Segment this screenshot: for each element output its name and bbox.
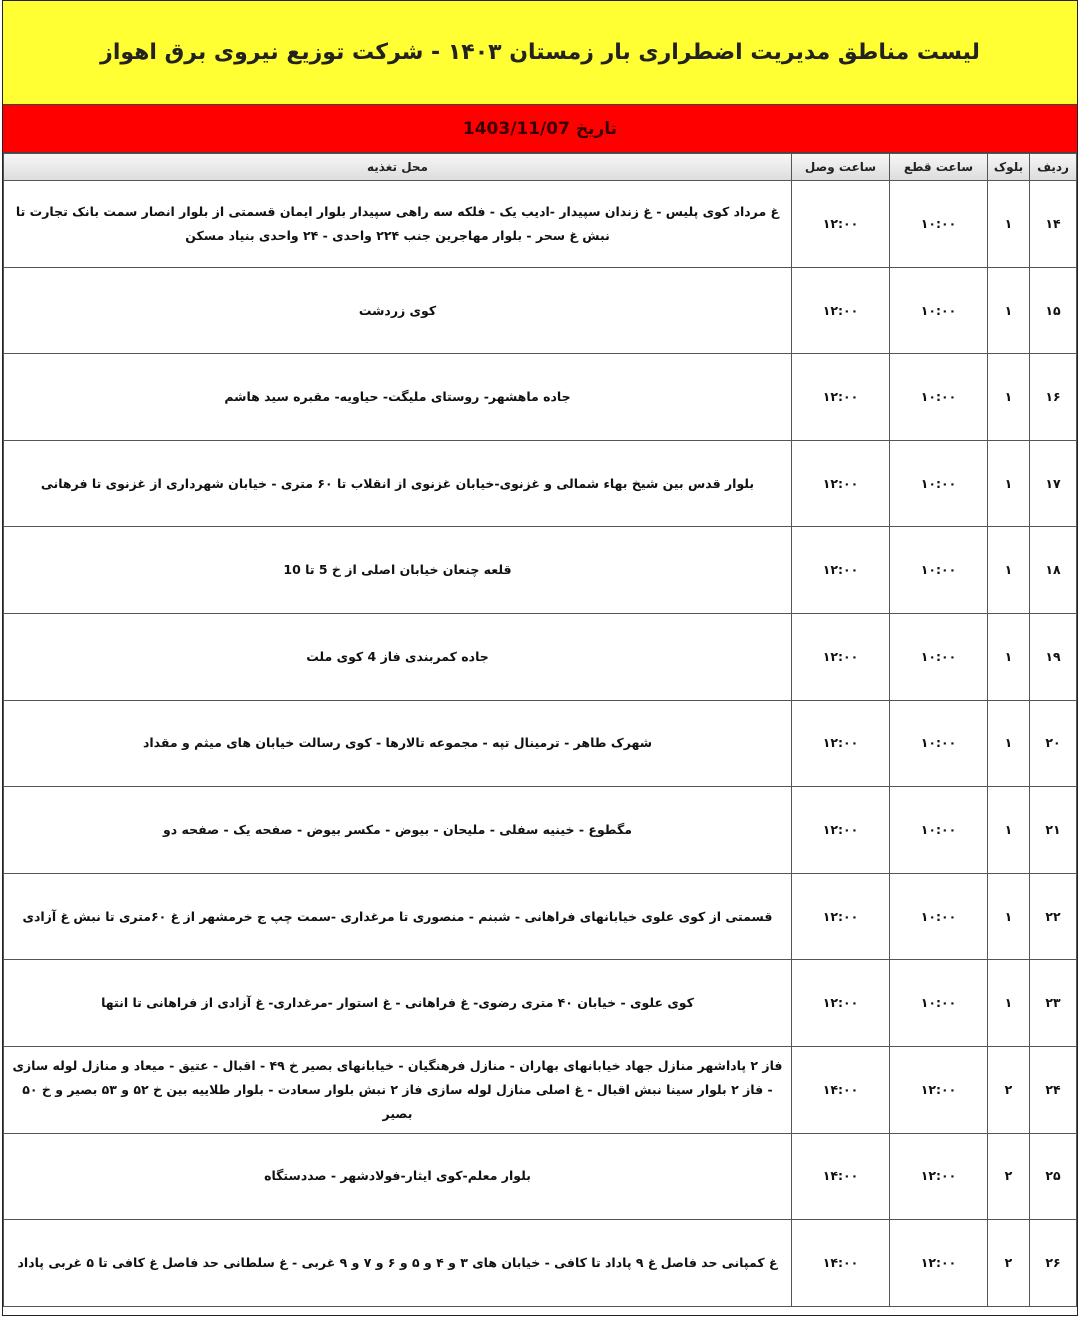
row-number-cell: ۱۶ [1030, 354, 1077, 441]
connect-time-cell: ۱۲:۰۰ [792, 613, 890, 700]
block-cell: ۱ [988, 181, 1030, 268]
table-row [4, 960, 1077, 1047]
connect-time-cell: ۱۲:۰۰ [792, 873, 890, 960]
connect-time-cell: ۱۲:۰۰ [792, 267, 890, 354]
area-cell: مگطوع - خینیه سفلی - ملیحان - بیوض - مکسر بیوض - صفحه یک - صفحه دو [4, 787, 792, 874]
cut-time-cell: ۱۰:۰۰ [890, 960, 988, 1047]
connect-time-cell: ۱۴:۰۰ [792, 1133, 890, 1220]
block-cell: ۲ [988, 1220, 1030, 1307]
table-header-row [4, 154, 1077, 181]
table-row [4, 873, 1077, 960]
cut-time-cell: ۱۰:۰۰ [890, 700, 988, 787]
block-cell: ۱ [988, 267, 1030, 354]
table-row [4, 1220, 1077, 1307]
table-row [4, 613, 1077, 700]
table-row [4, 267, 1077, 354]
table-row [4, 700, 1077, 787]
connect-time-cell: ۱۲:۰۰ [792, 527, 890, 614]
table-row [4, 440, 1077, 527]
block-cell: ۱ [988, 873, 1030, 960]
header-row-number: ردیف [1030, 154, 1077, 181]
header-cut-time: ساعت قطع [890, 154, 988, 181]
row-number-cell: ۱۹ [1030, 613, 1077, 700]
cut-time-cell: ۱۲:۰۰ [890, 1220, 988, 1307]
area-cell: غ کمپانی حد فاصل غ ۹ پاداد تا کافی - خیابان های ۳ و ۴ و ۵ و ۶ و ۷ و ۹ غربی - غ سلطانی حد فاصل غ کافی تا ۵ غربی پاداد [4, 1220, 792, 1307]
area-cell: جاده ماهشهر- روستای ملیگت- حیاویه- مقبره سید هاشم [4, 354, 792, 441]
area-cell: شهرک طاهر - ترمینال تپه - مجموعه تالارها - کوی رسالت خیابان های میثم و مقداد [4, 700, 792, 787]
row-number-cell: ۲۶ [1030, 1220, 1077, 1307]
outage-table [3, 153, 1077, 1307]
block-cell: ۱ [988, 700, 1030, 787]
page-title: لیست مناطق مدیریت اضطراری بار زمستان ۱۴۰۳ - شرکت توزیع نیروی برق اهواز [100, 40, 980, 65]
area-cell: قسمتی از کوی علوی خیابانهای فراهانی - شبنم - منصوری تا مرغداری -سمت چپ ج خرمشهر از غ ۶۰متری تا نبش غ آزادی [4, 873, 792, 960]
connect-time-cell: ۱۲:۰۰ [792, 440, 890, 527]
block-cell: ۲ [988, 1133, 1030, 1220]
block-cell: ۱ [988, 354, 1030, 441]
date-label: تاریخ [575, 118, 618, 139]
cut-time-cell: ۱۰:۰۰ [890, 873, 988, 960]
area-cell: کوی علوی - خیابان ۴۰ متری رضوی- غ فراهانی - غ استوار -مرغداری- غ آزادی از فراهانی تا انتها [4, 960, 792, 1047]
cut-time-cell: ۱۰:۰۰ [890, 613, 988, 700]
cut-time-cell: ۱۰:۰۰ [890, 787, 988, 874]
row-number-cell: ۲۳ [1030, 960, 1077, 1047]
header-area: محل تغذیه [4, 154, 792, 181]
cut-time-cell: ۱۲:۰۰ [890, 1133, 988, 1220]
connect-time-cell: ۱۲:۰۰ [792, 960, 890, 1047]
cut-time-cell: ۱۰:۰۰ [890, 181, 988, 268]
table-row [4, 1133, 1077, 1220]
row-number-cell: ۱۵ [1030, 267, 1077, 354]
date-value: 1403/11/07 [462, 118, 570, 139]
header-block: بلوک [988, 154, 1030, 181]
row-number-cell: ۲۴ [1030, 1046, 1077, 1133]
connect-time-cell: ۱۲:۰۰ [792, 700, 890, 787]
date-bar [3, 105, 1077, 153]
block-cell: ۱ [988, 440, 1030, 527]
area-cell: بلوار قدس بین شیخ بهاء شمالی و غزنوی-خیابان غزنوی از انقلاب تا ۶۰ متری - خیابان شهرداری از غزنوی تا فرهانی [4, 440, 792, 527]
area-cell: کوی زردشت [4, 267, 792, 354]
schedule-sheet [2, 0, 1078, 1316]
table-row [4, 181, 1077, 268]
cut-time-cell: ۱۰:۰۰ [890, 440, 988, 527]
table-row [4, 527, 1077, 614]
cut-time-cell: ۱۰:۰۰ [890, 267, 988, 354]
row-number-cell: ۲۵ [1030, 1133, 1077, 1220]
connect-time-cell: ۱۲:۰۰ [792, 181, 890, 268]
connect-time-cell: ۱۲:۰۰ [792, 354, 890, 441]
row-number-cell: ۲۲ [1030, 873, 1077, 960]
cut-time-cell: ۱۰:۰۰ [890, 354, 988, 441]
table-row [4, 354, 1077, 441]
block-cell: ۱ [988, 960, 1030, 1047]
connect-time-cell: ۱۴:۰۰ [792, 1046, 890, 1133]
area-cell: فاز ۲ پاداشهر منازل جهاد خیابانهای بهاران - منازل فرهنگیان - خیابانهای بصیر خ ۴۹ - اقبال - عتیق - میعاد و منازل لوله سازی - فاز ۲ بلوار سینا نبش اقبال - غ اصلی منازل لوله سازی فاز ۲ نبش بلوار سعادت - بلوار طلاییه بین خ ۵۲ و ۵۳ بصیر و خ ۵۰ بصیر [4, 1046, 792, 1133]
area-cell: قلعه چنعان خیابان اصلی از خ 5 تا 10 [4, 527, 792, 614]
table-row [4, 787, 1077, 874]
block-cell: ۱ [988, 613, 1030, 700]
row-number-cell: ۱۴ [1030, 181, 1077, 268]
cut-time-cell: ۱۰:۰۰ [890, 527, 988, 614]
block-cell: ۲ [988, 1046, 1030, 1133]
header-connect-time: ساعت وصل [792, 154, 890, 181]
cut-time-cell: ۱۲:۰۰ [890, 1046, 988, 1133]
area-cell: بلوار معلم-کوی ایثار-فولادشهر - صددستگاه [4, 1133, 792, 1220]
connect-time-cell: ۱۴:۰۰ [792, 1220, 890, 1307]
area-cell: غ مرداد کوی پلیس - غ زندان سپیدار -ادیب یک - فلکه سه راهی سپیدار بلوار ایمان قسمتی از بلوار انصار سمت بانک تجارت تا نبش غ سحر - بلوار مهاجرین جنب ۲۲۴ واحدی - ۲۴ واحدی بنیاد مسکن [4, 181, 792, 268]
row-number-cell: ۲۰ [1030, 700, 1077, 787]
connect-time-cell: ۱۲:۰۰ [792, 787, 890, 874]
block-cell: ۱ [988, 787, 1030, 874]
area-cell: جاده کمربندی فاز 4 کوی ملت [4, 613, 792, 700]
block-cell: ۱ [988, 527, 1030, 614]
row-number-cell: ۱۷ [1030, 440, 1077, 527]
table-row [4, 1046, 1077, 1133]
row-number-cell: ۱۸ [1030, 527, 1077, 614]
title-bar [3, 1, 1077, 105]
row-number-cell: ۲۱ [1030, 787, 1077, 874]
